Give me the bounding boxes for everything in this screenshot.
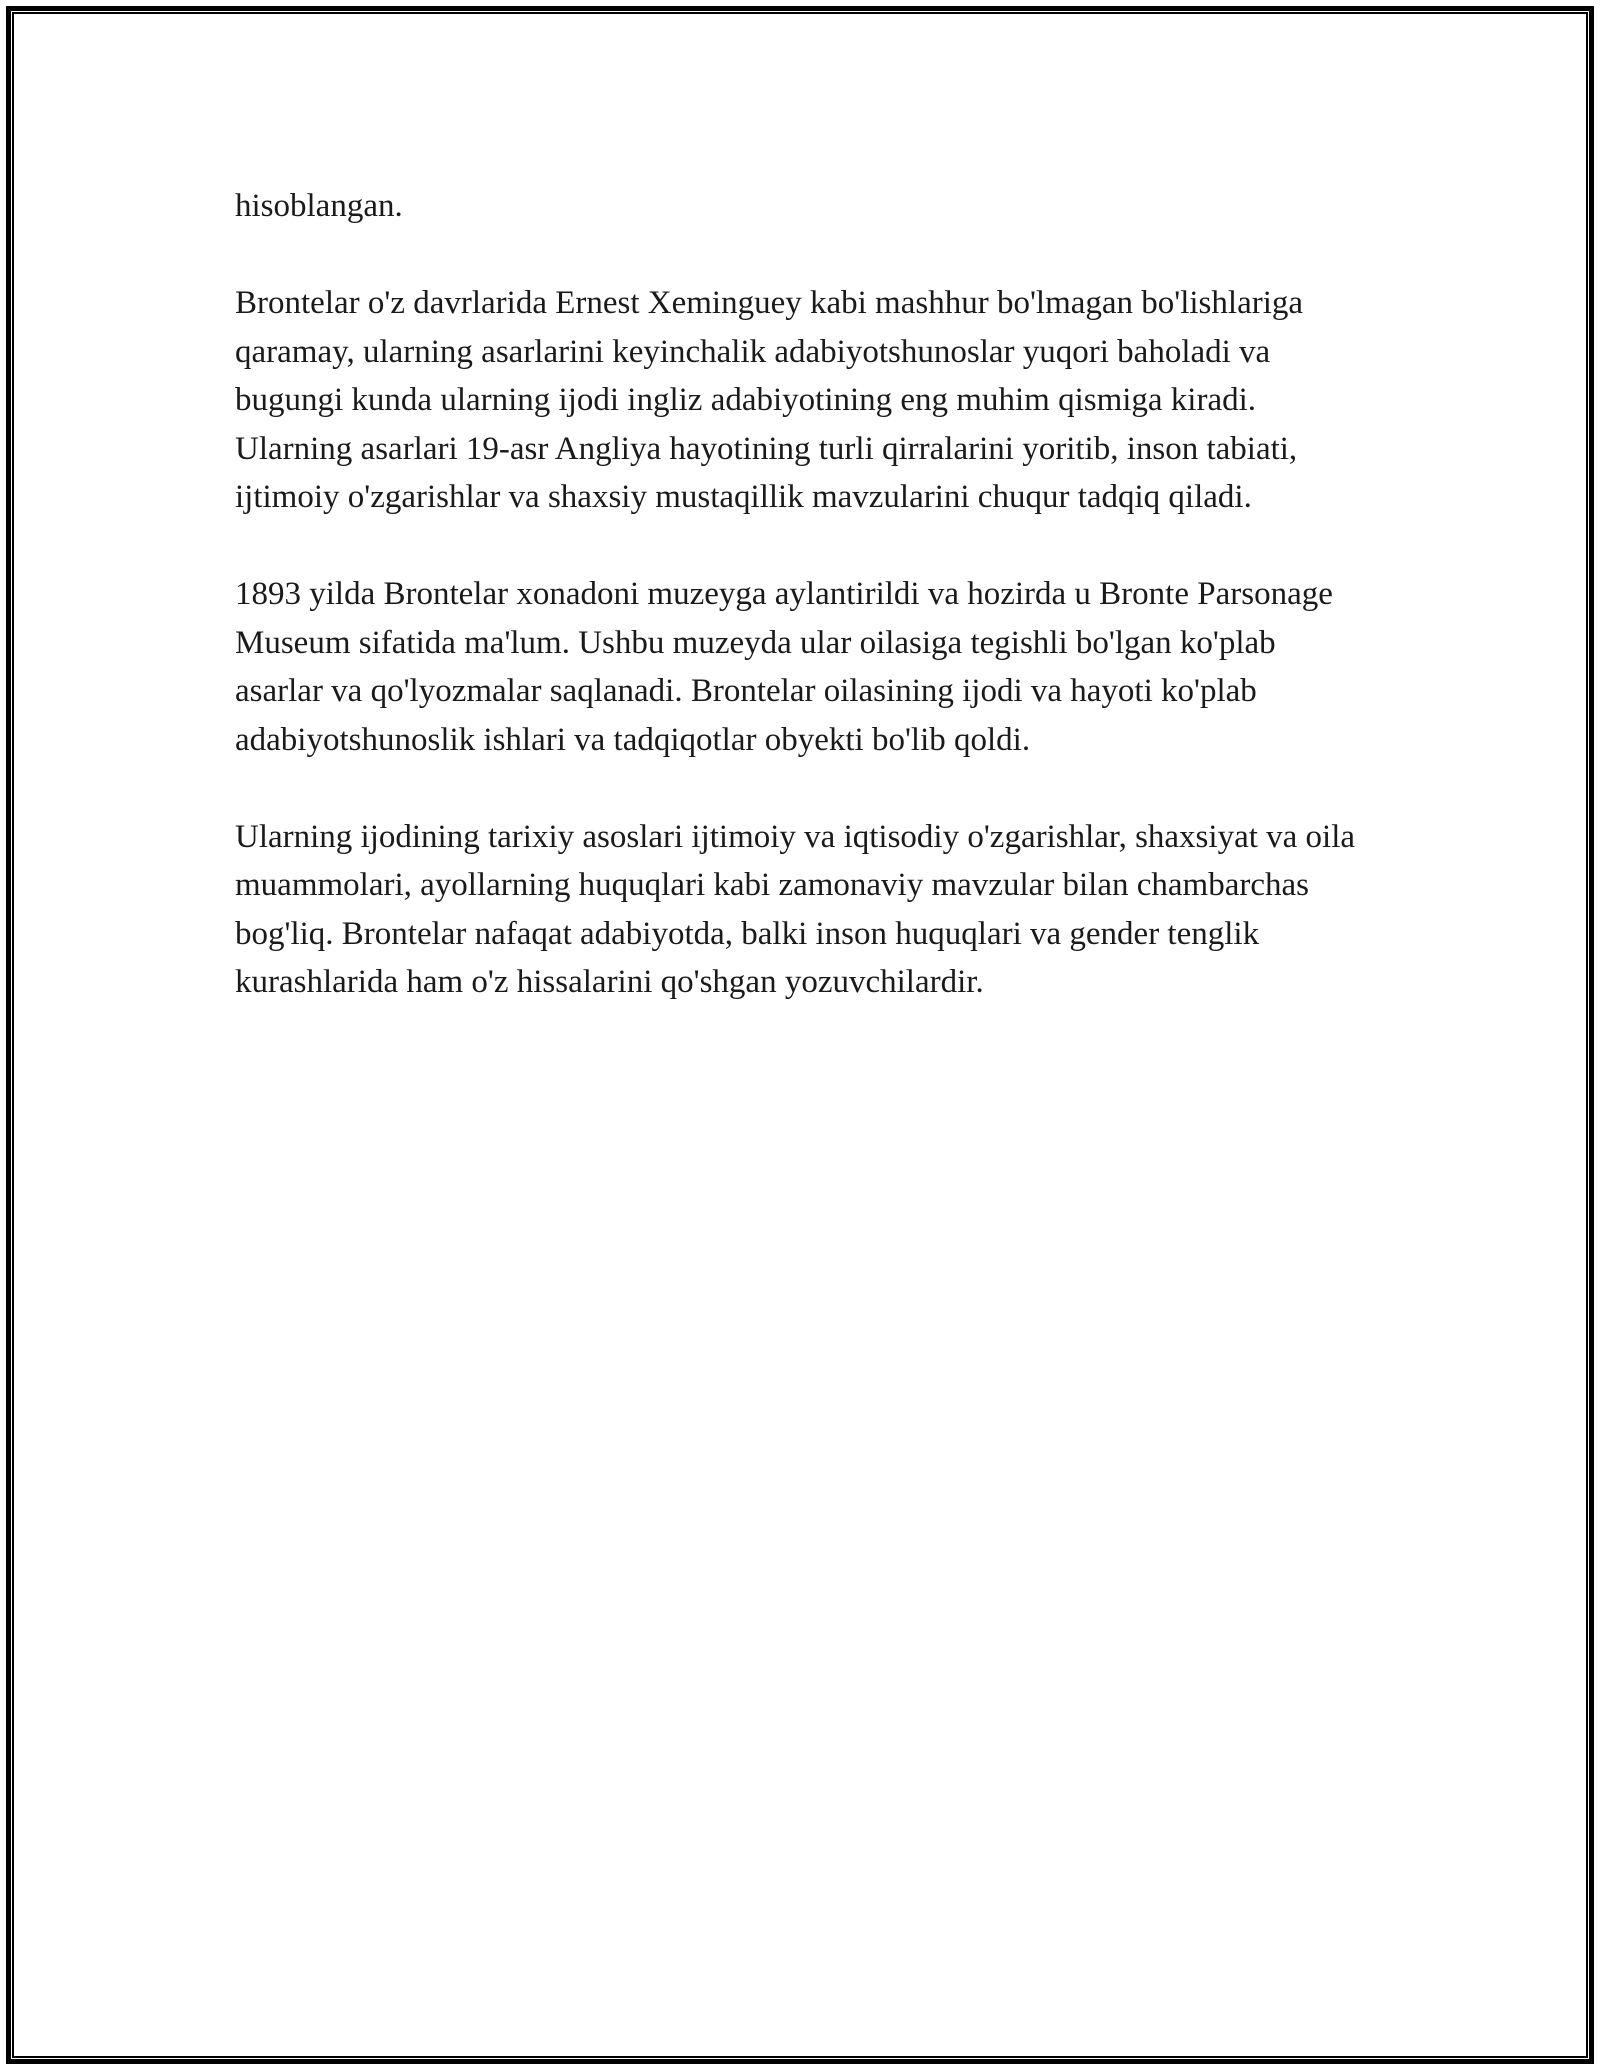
document-body xyxy=(235,182,1365,1055)
paragraph-museum: 1893 yilda Brontelar xonadoni muzeyga aylantirildi va hozirda u Bronte Parsonage Museum sifatida ma'lum. Ushbu muzeyda ular oilasiga tegishli bo'lgan ko'plab asarlar va qo'lyozmalar saqlanadi. Brontelar oilasining ijodi va hayoti ko'plab adabiyotshunoslik ishlari va tadqiqotlar obyekti bo'lib qoldi. xyxy=(235,576,1333,758)
paragraph-recognition: Brontelar o'z davrlarida Ernest Xeminguey kabi mashhur bo'lmagan bo'lishlariga qaramay, ularning asarlarini keyinchalik adabiyotshunoslar yuqori baholadi va bugungi kunda ularning ijodi ingliz adabiyotining eng muhim qismiga kiradi. Ularning asarlari 19-asr Angliya hayotining turli qirralarini yoritib, inson tabiati, ijtimoiy o'zgarishlar va shaxsiy mustaqillik mavzularini chuqur tadqiq qiladi. xyxy=(235,285,1304,515)
paragraph-continuation: hisoblangan. xyxy=(235,188,403,224)
paragraph-historical-basis: Ularning ijodining tarixiy asoslari ijtimoiy va iqtisodiy o'zgarishlar, shaxsiyat va oila muammolari, ayollarning huquqlari kabi zamonaviy mavzular bilan chambarchas bog'liq. Brontelar nafaqat adabiyotda, balki inson huquqlari va gender tenglik kurashlarida ham o'z hissalarini qo'shgan yozuvchilardir. xyxy=(235,818,1356,1000)
